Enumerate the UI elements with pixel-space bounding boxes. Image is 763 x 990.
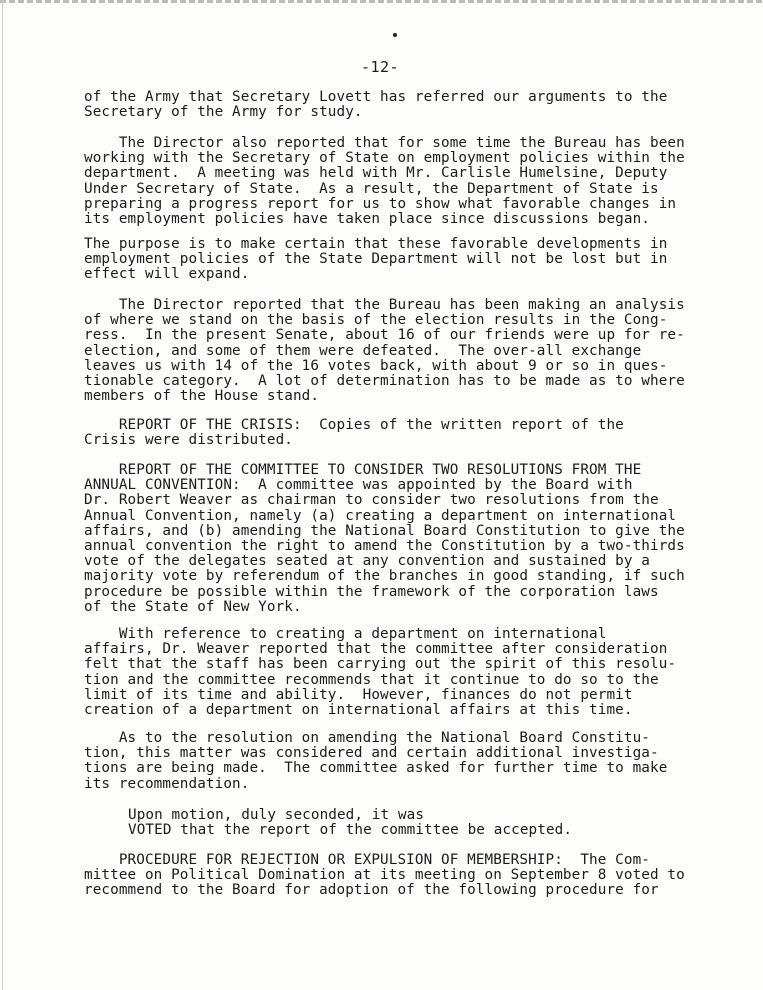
text-line: members of the House stand. xyxy=(84,388,320,405)
text-line: employment policies of the State Department will not be lost but in xyxy=(84,251,668,268)
text-line: its employment policies have taken place since discussions began. xyxy=(84,210,650,227)
text-line: The Director reported that the Bureau has been making an analysis xyxy=(84,297,685,313)
page-top-edge xyxy=(0,0,763,3)
text-line: affairs, Dr. Weaver reported that the committee after consideration xyxy=(84,641,668,658)
text-line: Under Secretary of State. As a result, the Department of State is xyxy=(84,180,659,197)
text-line: REPORT OF THE CRISIS: Copies of the written report of the xyxy=(84,417,624,433)
text-line: department. A meeting was held with Mr. Carlisle Humelsine, Deputy xyxy=(84,165,668,182)
text-line: preparing a progress report for us to show what favorable changes in xyxy=(84,195,677,212)
paragraph-4 xyxy=(84,298,724,404)
text-line: REPORT OF THE COMMITTEE TO CONSIDER TWO RESOLUTIONS FROM THE xyxy=(84,462,642,478)
stray-mark xyxy=(393,33,397,37)
paragraph-motion xyxy=(128,808,728,838)
page-left-edge xyxy=(2,0,3,990)
text-line: of the State of New York. xyxy=(84,598,302,615)
text-line: PROCEDURE FOR REJECTION OR EXPULSION OF MEMBERSHIP: The Com- xyxy=(84,852,650,868)
text-line: As to the resolution on amending the National Board Constitu- xyxy=(84,730,650,746)
text-line: majority vote by referendum of the branches in good standing, if such xyxy=(84,568,685,585)
text-line: of where we stand on the basis of the election results in the Cong- xyxy=(84,312,668,329)
text-line: tion, this matter was considered and certain additional investiga- xyxy=(84,745,659,762)
text-line: leaves us with 14 of the 16 votes back, with about 9 or so in ques- xyxy=(84,357,668,374)
text-line: tions are being made. The committee asked for further time to make xyxy=(84,760,668,777)
text-line: working with the Secretary of State on employment policies within the xyxy=(84,150,685,167)
text-line: annual convention the right to amend the Constitution by a two-thirds xyxy=(84,537,685,554)
text-line: Crisis were distributed. xyxy=(84,432,293,449)
paragraph-1 xyxy=(84,90,724,120)
text-line: affairs, and (b) amending the National Board Constitution to give the xyxy=(84,522,685,539)
text-line: The Director also reported that for some time the Bureau has been xyxy=(84,135,685,151)
paragraph-international-affairs xyxy=(84,627,724,718)
text-line: creation of a department on international affairs at this time. xyxy=(84,701,633,718)
paragraph-constitution-amendment xyxy=(84,731,724,792)
text-line: mittee on Political Domination at its meeting on September 8 voted to xyxy=(84,867,685,884)
text-line: recommend to the Board for adoption of the following procedure for xyxy=(84,882,659,899)
text-line: ress. In the present Senate, about 16 of our friends were up for re- xyxy=(84,327,685,344)
paragraph-membership-procedure xyxy=(84,853,724,899)
text-line: Upon motion, duly seconded, it was xyxy=(128,807,425,823)
text-line: vote of the delegates seated at any convention and sustained by a xyxy=(84,553,650,570)
text-line: Annual Convention, namely (a) creating a department on international xyxy=(84,507,677,524)
text-line: limit of its time and ability. However, finances do not permit xyxy=(84,686,633,703)
text-line: procedure be possible within the framework of the corporation laws xyxy=(84,583,659,600)
paragraph-2 xyxy=(84,136,724,227)
paragraph-crisis-report xyxy=(84,418,724,448)
text-line: Secretary of the Army for study. xyxy=(84,104,363,121)
page-number: -12- xyxy=(360,58,400,76)
text-line: its recommendation. xyxy=(84,775,250,792)
paragraph-committee-report xyxy=(84,463,724,615)
text-line: Dr. Robert Weaver as chairman to consider two resolutions from the xyxy=(84,492,659,509)
text-line: The purpose is to make certain that these favorable developments in xyxy=(84,236,668,252)
text-line: ANNUAL CONVENTION: A committee was appointed by the Board with xyxy=(84,477,633,494)
text-line: tionable category. A lot of determination has to be made as to where xyxy=(84,372,685,389)
text-line: VOTED that the report of the committee be accepted. xyxy=(128,822,573,839)
text-line: felt that the staff has been carrying out the spirit of this resolu- xyxy=(84,656,677,673)
text-line: tion and the committee recommends that it continue to do so to the xyxy=(84,671,659,688)
text-line: effect will expand. xyxy=(84,266,250,283)
text-line: of the Army that Secretary Lovett has referred our arguments to the xyxy=(84,89,668,105)
text-line: With reference to creating a department on international xyxy=(84,626,607,642)
paragraph-3 xyxy=(84,237,724,283)
text-line: election, and some of them were defeated. The over-all exchange xyxy=(84,342,642,359)
